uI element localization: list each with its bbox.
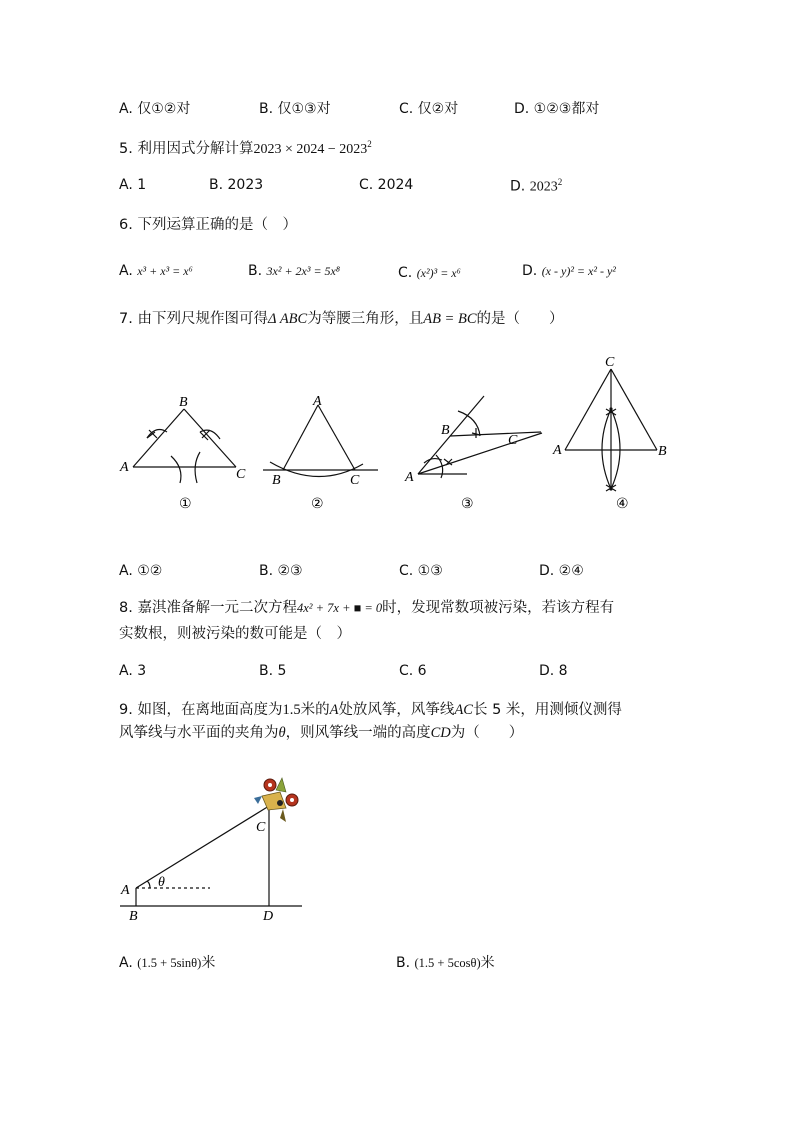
q9-option-b-prefix: B. [396, 955, 411, 971]
q9-line1-m2: A [329, 702, 339, 718]
q8-option-d: D. 8 [539, 663, 568, 679]
q9-label-d: D [263, 909, 274, 924]
q9-option-b-unit: 米 [480, 955, 495, 971]
q7-f1-label-b: B [179, 395, 188, 410]
q7-f2-label-a: A [313, 394, 322, 409]
q8-option-b: B. 5 [259, 663, 287, 679]
q7-stem-mid: 为等腰三角形，且 [307, 311, 424, 327]
q6-option-c-expr: (x²)³ = x⁶ [416, 266, 461, 280]
q9-line1-m3: AC [454, 702, 473, 718]
q4-option-c: C. 仅②对 [399, 101, 459, 117]
q9-option-a-prefix: A. [119, 955, 133, 971]
q7-stem-math2: AB = BC [423, 311, 477, 327]
q5-stem-text: 5. 利用因式分解计算 [119, 140, 254, 157]
q9-line1-m1: 1.5 [282, 702, 301, 718]
q7-f3-label-b: B [441, 423, 450, 438]
q9-label-c: C [256, 820, 266, 835]
q7-f1-caption: ① [179, 496, 192, 512]
q6-option-d-expr: (x - y)² = x² - y² [541, 264, 616, 278]
q6-option-a-prefix: A. [119, 263, 133, 279]
q7-stem-pre: 7. 由下列尺规作图可得 [119, 311, 268, 327]
q8-line1-math: 4x² + 7x + ■ = 0 [296, 601, 383, 615]
q7-f3-caption: ③ [461, 496, 474, 512]
q6-option-a-expr: x³ + x³ = x⁶ [137, 264, 193, 278]
q9-line2-m2: CD [430, 725, 451, 741]
q7-f1-label-a: A [120, 460, 129, 475]
q7-f1-label-c: C [236, 467, 246, 482]
kite-picture [254, 778, 298, 822]
q8-option-a: A. 3 [119, 663, 147, 679]
q7-f4-label-c: C [605, 355, 615, 370]
q8-line1-pre: 8. 嘉淇准备解一元二次方程 [119, 600, 297, 616]
q9-option-a-unit: 米 [201, 955, 216, 971]
q6-option-b-prefix: B. [248, 263, 263, 279]
q7-stem-post: 的是（ ） [476, 311, 564, 327]
q7-f2-label-b: B [272, 473, 281, 488]
q7-f2-label-c: C [350, 473, 360, 488]
q7-f2-caption: ② [311, 496, 324, 512]
q9-label-theta: θ [158, 875, 165, 890]
q8-line2: 实数根，则被污染的数可能是（ ） [119, 626, 351, 642]
q6-option-d-prefix: D. [522, 263, 538, 279]
q6-option-c-prefix: C. [398, 265, 413, 281]
q9-line2-pre: 风筝线与水平面的夹角为 [119, 725, 279, 741]
q9-option-a [119, 956, 215, 970]
q5-option-d-prefix: D. [510, 178, 530, 195]
q9-line2-t2: 为（ ） [450, 725, 524, 741]
q6-stem: 6. 下列运算正确的是（ ） [119, 217, 297, 233]
q7-f4-caption: ④ [616, 496, 629, 512]
q9-line2-m1: θ [278, 725, 286, 741]
q7-option-a: A. ①② [119, 563, 163, 579]
q9-option-b-expr: (1.5 + 5cosθ) [414, 956, 481, 970]
q5-exp: 2 [367, 139, 372, 149]
q8-line1-post: 时，发现常数项被污染，若该方程有 [382, 600, 615, 616]
q9-line1-t2: 处放风筝，风筝线 [338, 702, 455, 718]
q9-line2-t1: ，则风筝线一端的高度 [285, 725, 431, 741]
q7-f3-label-c: C [508, 433, 518, 448]
q7-f4-label-a: A [553, 443, 562, 458]
q7-stem-math1: Δ ABC [267, 311, 308, 327]
q5-option-d-base: 2023 [529, 179, 558, 195]
q6-option-b-expr: 3x² + 2x³ = 5x⁸ [266, 264, 341, 278]
q5-option-c: C. 2024 [359, 177, 414, 193]
q7-option-c: C. ①③ [399, 563, 443, 579]
q5-option-b: B. 2023 [209, 177, 264, 193]
q8-option-c: C. 6 [399, 663, 427, 679]
q5-option-a: A. 1 [119, 177, 147, 193]
q9-line1-t3: 长 5 米，用测倾仪测得 [472, 702, 622, 718]
q9-line1-t1: 米的 [300, 702, 330, 718]
q4-option-b: B. 仅①③对 [259, 101, 331, 117]
q4-option-d: D. ①②③都对 [514, 101, 600, 117]
q9-line1-pre: 9. 如图，在离地面高度为 [119, 702, 283, 718]
q5-option-d-exp: 2 [557, 177, 563, 187]
q7-f4-label-b: B [658, 444, 667, 459]
q4-option-a: A. 仅①②对 [119, 101, 191, 117]
q9-option-b [396, 956, 495, 970]
q9-label-a: A [121, 883, 130, 898]
q7-option-d: D. ②④ [539, 563, 584, 579]
q9-option-a-expr: (1.5 + 5sinθ) [137, 956, 202, 970]
q7-f3-label-a: A [405, 470, 414, 485]
q7-option-b: B. ②③ [259, 563, 303, 579]
q5-expr: 2023 × 2024 − 2023 [253, 141, 368, 157]
q9-kite-string [136, 806, 269, 888]
q9-label-b: B [129, 909, 138, 924]
